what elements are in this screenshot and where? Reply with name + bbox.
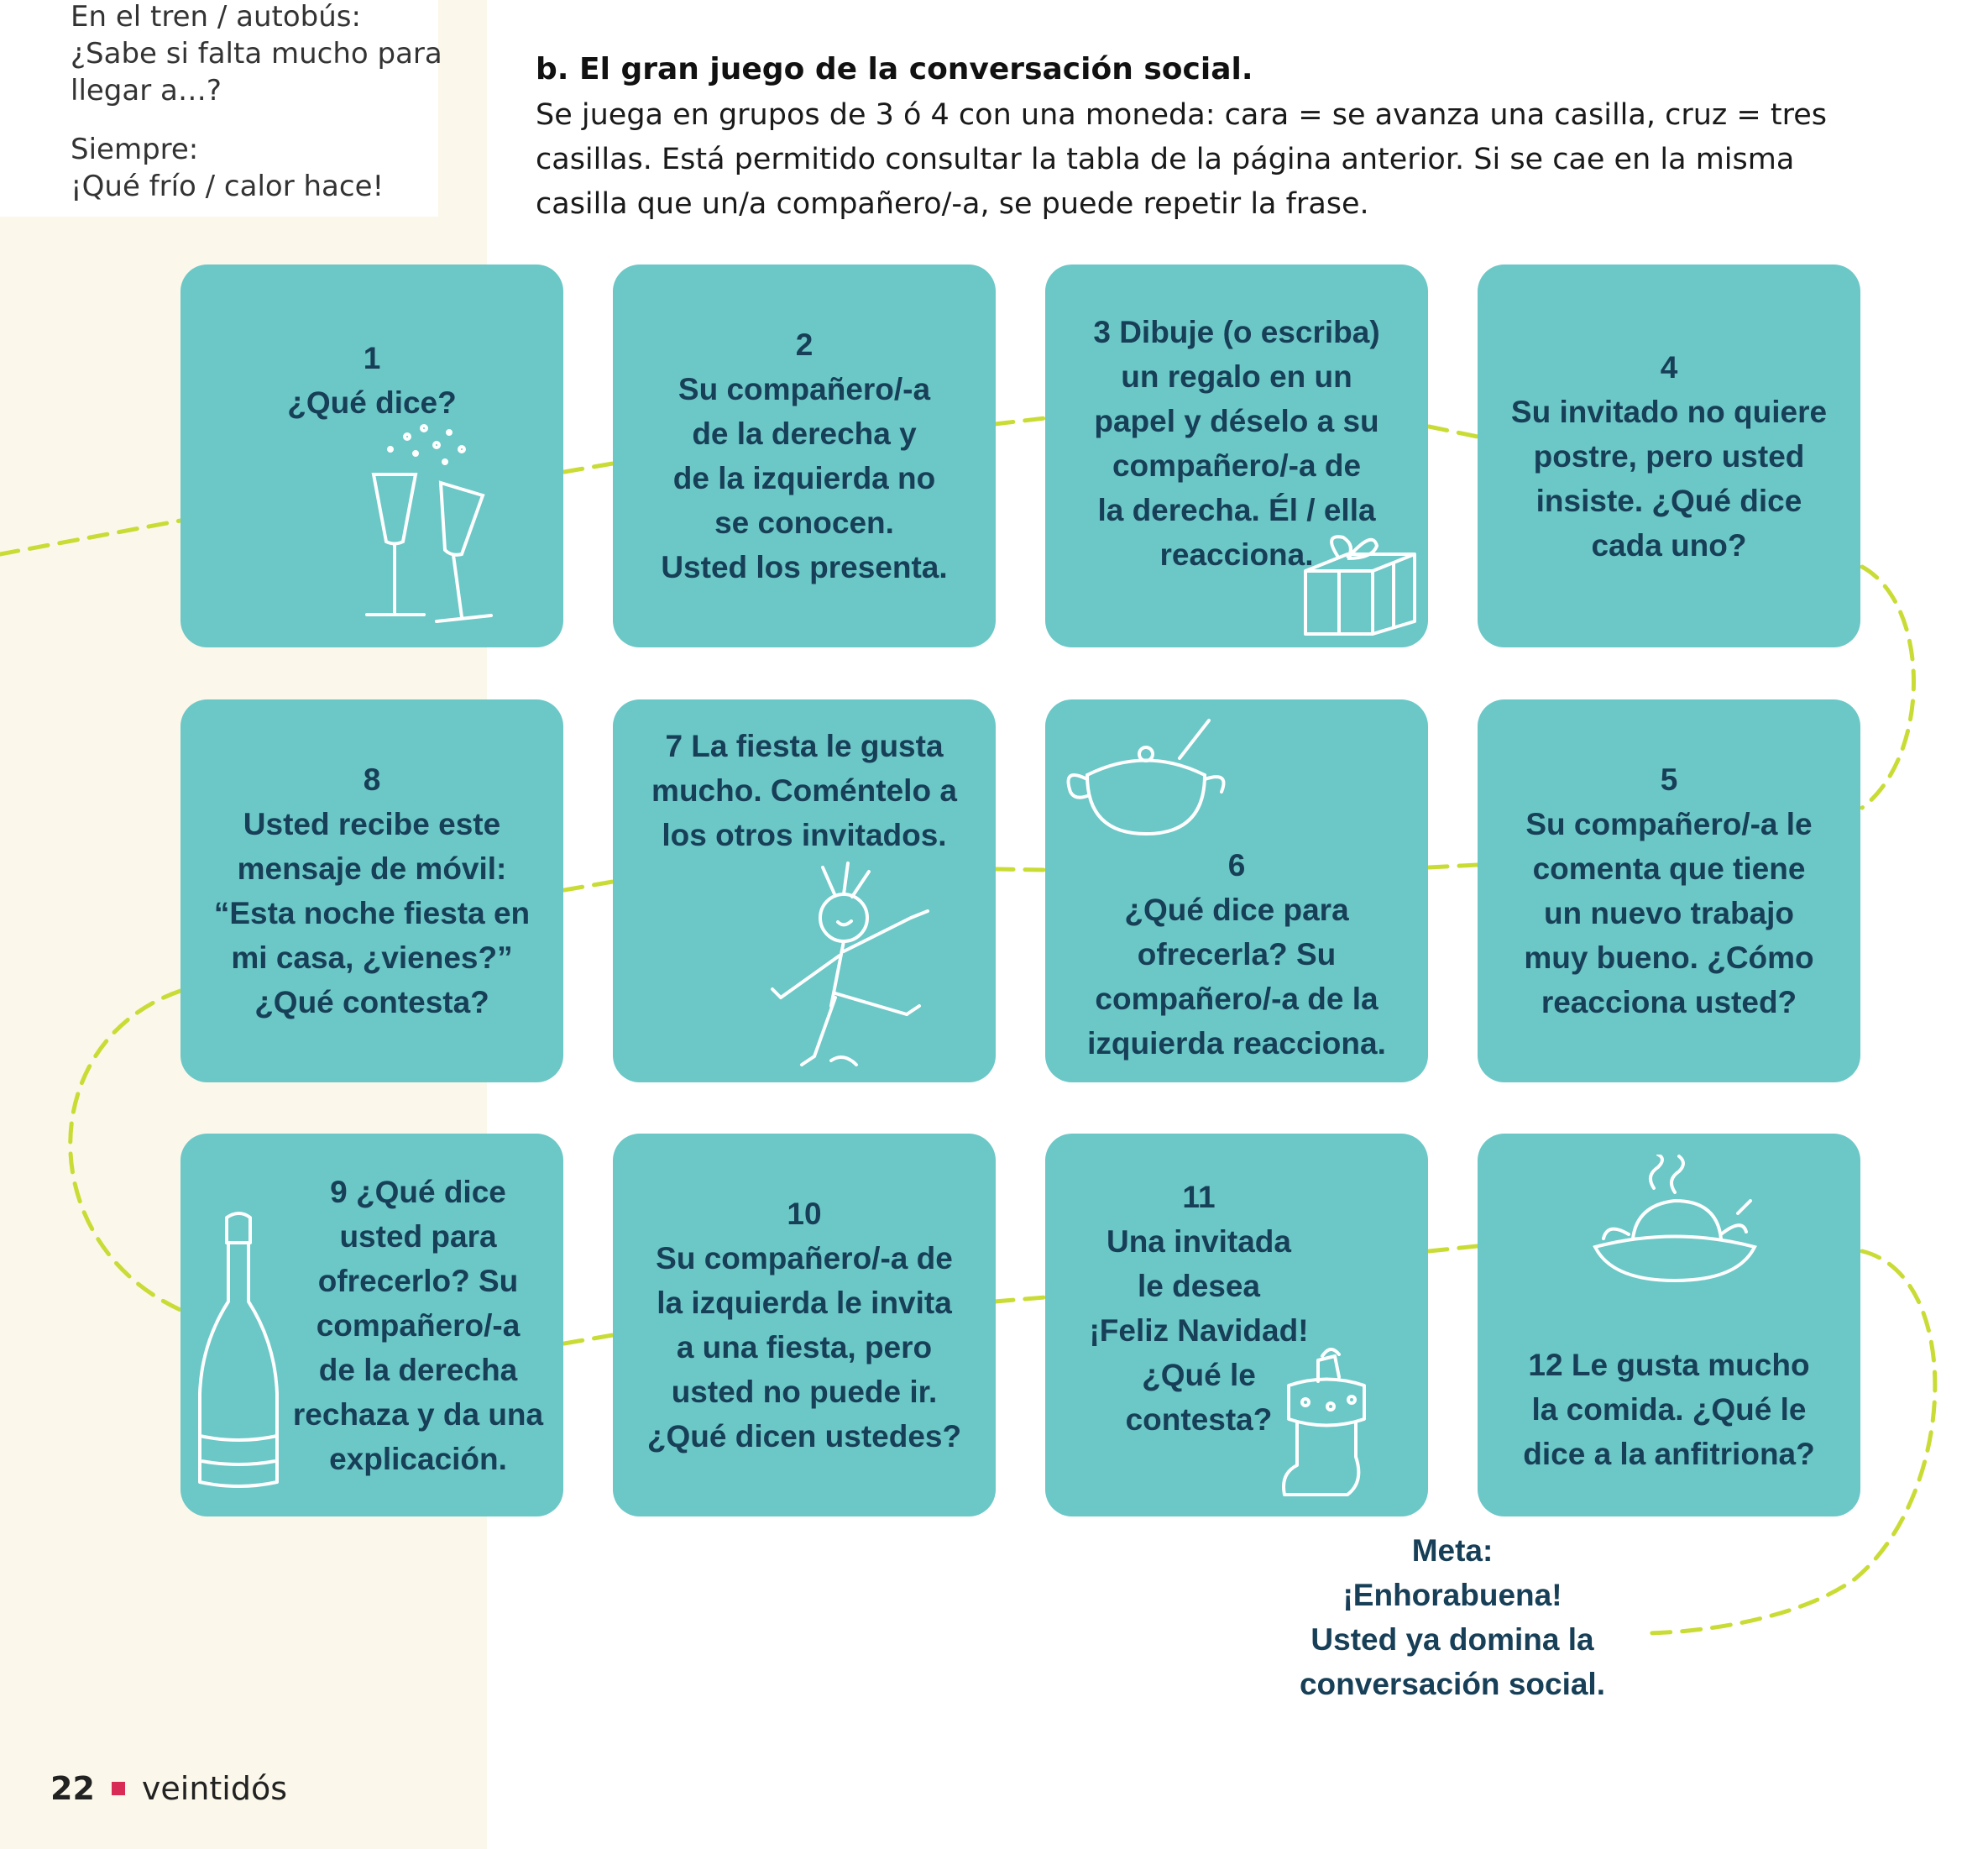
square-line: le desea [1137,1269,1261,1303]
sidebar-line: ¡Qué frío / calor hace! [71,170,385,203]
square-line: 3 Dibuje (o escriba) [1093,315,1380,349]
square-line: Su invitado no quiere [1510,394,1828,429]
page-title: b. El gran juego de la conversación social. [536,52,1253,86]
sidebar-line: En el tren / autobús: [71,0,361,34]
square-line: 9 ¿Qué dice [330,1174,506,1209]
square-number: 6 [1227,847,1246,883]
square-line: izquierda reacciona. [1087,1025,1386,1061]
soup-pot-icon [1054,716,1238,842]
square-number: 2 [795,327,814,362]
footer-square-icon [112,1782,125,1795]
square-line: a una fiesta, pero [676,1330,933,1364]
finish-title: Meta: [1411,1533,1494,1568]
square-line: compañero/-a de [1112,448,1362,483]
square-line: compañero/-a de la [1095,981,1379,1016]
square-line: papel y déselo a su [1094,404,1379,438]
square-line: ¿Qué le [1142,1358,1256,1392]
square-line: muy bueno. ¿Cómo [1524,940,1814,975]
square-line: ¿Qué contesta? [254,985,489,1019]
bottle-icon [193,1209,285,1495]
square-line: mi casa, ¿vienes?” [231,940,513,975]
square-text [287,336,456,425]
square-line: compañero/-a [316,1307,521,1343]
square-line: “Esta noche fiesta en [213,896,531,930]
square-text [651,724,957,857]
square-line: un regalo en un [1121,359,1352,394]
square-line: 7 La fiesta le gusta [665,728,944,763]
board-square-1 [180,265,563,647]
square-text [1087,843,1386,1066]
square-line: contesta? [1125,1402,1273,1437]
square-text [1089,1175,1308,1442]
square-line: Su compañero/-a de [656,1241,953,1275]
square-line: reacciona. [1159,537,1314,572]
square-line: ¿Qué dice? [287,385,457,420]
square-line: de la derecha [318,1352,518,1387]
square-text [214,757,530,1024]
finish-line: conversación social. [1299,1667,1605,1701]
finish-line: ¡Enhorabuena! [1342,1578,1562,1612]
board-square-7 [613,699,996,1082]
square-line: ofrecerla? Su [1137,936,1337,972]
square-text [1093,310,1379,577]
roast-dish-icon [1578,1155,1771,1297]
square-line: dice a la anfitriona? [1523,1436,1815,1471]
board-square-11 [1045,1134,1428,1516]
square-text [647,1192,961,1459]
square-number: 11 [1182,1180,1216,1214]
page-number: 22 [50,1770,95,1807]
page-number-word: veintidós [141,1770,288,1807]
sidebar-line: Siempre: [71,133,199,166]
square-line: reacciona usted? [1541,985,1797,1019]
board-square-3 [1045,265,1428,647]
finish-message [1268,1528,1637,1706]
board-square-9 [180,1134,563,1516]
champagne-glasses-icon [357,416,525,626]
square-number: 8 [363,762,381,797]
square-text [293,1170,543,1481]
dancing-person-icon [764,859,982,1077]
intro-line: casillas. Está permitido consultar la tabla de la página anterior. Si se cae en la misma [536,143,1795,176]
square-line: 12 Le gusta mucho [1528,1347,1810,1382]
intro-line: casilla que un/a compañero/-a, se puede repetir la frase. [536,187,1369,221]
square-line: la comida. ¿Qué le [1531,1391,1807,1427]
square-line: la izquierda le invita [657,1286,952,1320]
board-square-12 [1478,1134,1860,1516]
square-number: 5 [1660,762,1678,797]
square-text [1511,345,1827,568]
square-line: comenta que tiene [1532,851,1806,886]
page-footer [50,1770,287,1807]
board-square-10 [613,1134,996,1516]
sidebar-line: llegar a…? [71,74,222,107]
square-line: Su compañero/-a le [1525,807,1813,841]
board-square-5 [1478,699,1860,1082]
board-square-8 [180,699,563,1082]
intro-line: Se juega en grupos de 3 ó 4 con una moneda: cara = se avanza una casilla, cruz = tres [536,98,1827,132]
square-line: mensaje de móvil: [237,851,507,886]
square-line: de la izquierda no [672,461,936,495]
board-square-6 [1045,699,1428,1082]
square-line: Su compañero/-a [677,372,931,406]
board-square-2 [613,265,996,647]
square-line: explicación. [329,1441,507,1476]
square-line: Usted recibe este [243,807,501,841]
square-line: ¡Feliz Navidad! [1089,1313,1309,1348]
finish-line: Usted ya domina la [1311,1622,1594,1657]
square-line: Una invitada [1106,1224,1291,1259]
square-line: un nuevo trabajo [1543,896,1795,930]
square-line: los otros invitados. [662,817,947,852]
square-line: rechaza y da una [292,1396,544,1432]
square-number: 1 [363,341,381,375]
square-line: ofrecerlo? Su [317,1263,519,1298]
board-square-4 [1478,265,1860,647]
square-number: 4 [1660,349,1678,385]
square-line: ¿Qué dicen ustedes? [646,1419,962,1454]
square-line: se conocen. [714,505,894,540]
square-line: cada uno? [1591,527,1747,563]
square-line: de la derecha y [692,416,917,451]
square-text [661,322,947,589]
square-line: Usted los presenta. [661,550,948,584]
square-line: ¿Qué dice para [1124,892,1349,927]
square-line: mucho. Coméntelo a [651,773,957,808]
square-line: usted para [339,1218,497,1254]
square-text [1523,1343,1814,1476]
square-number: 10 [787,1197,822,1231]
square-text [1524,757,1813,1024]
square-line: la derecha. Él / ella [1097,493,1376,527]
sidebar-line: ¿Sabe si falta mucho para [71,37,442,71]
square-line: insiste. ¿Qué dice [1535,483,1802,518]
square-line: postre, pero usted [1533,438,1805,474]
square-line: usted no puede ir. [671,1375,938,1409]
